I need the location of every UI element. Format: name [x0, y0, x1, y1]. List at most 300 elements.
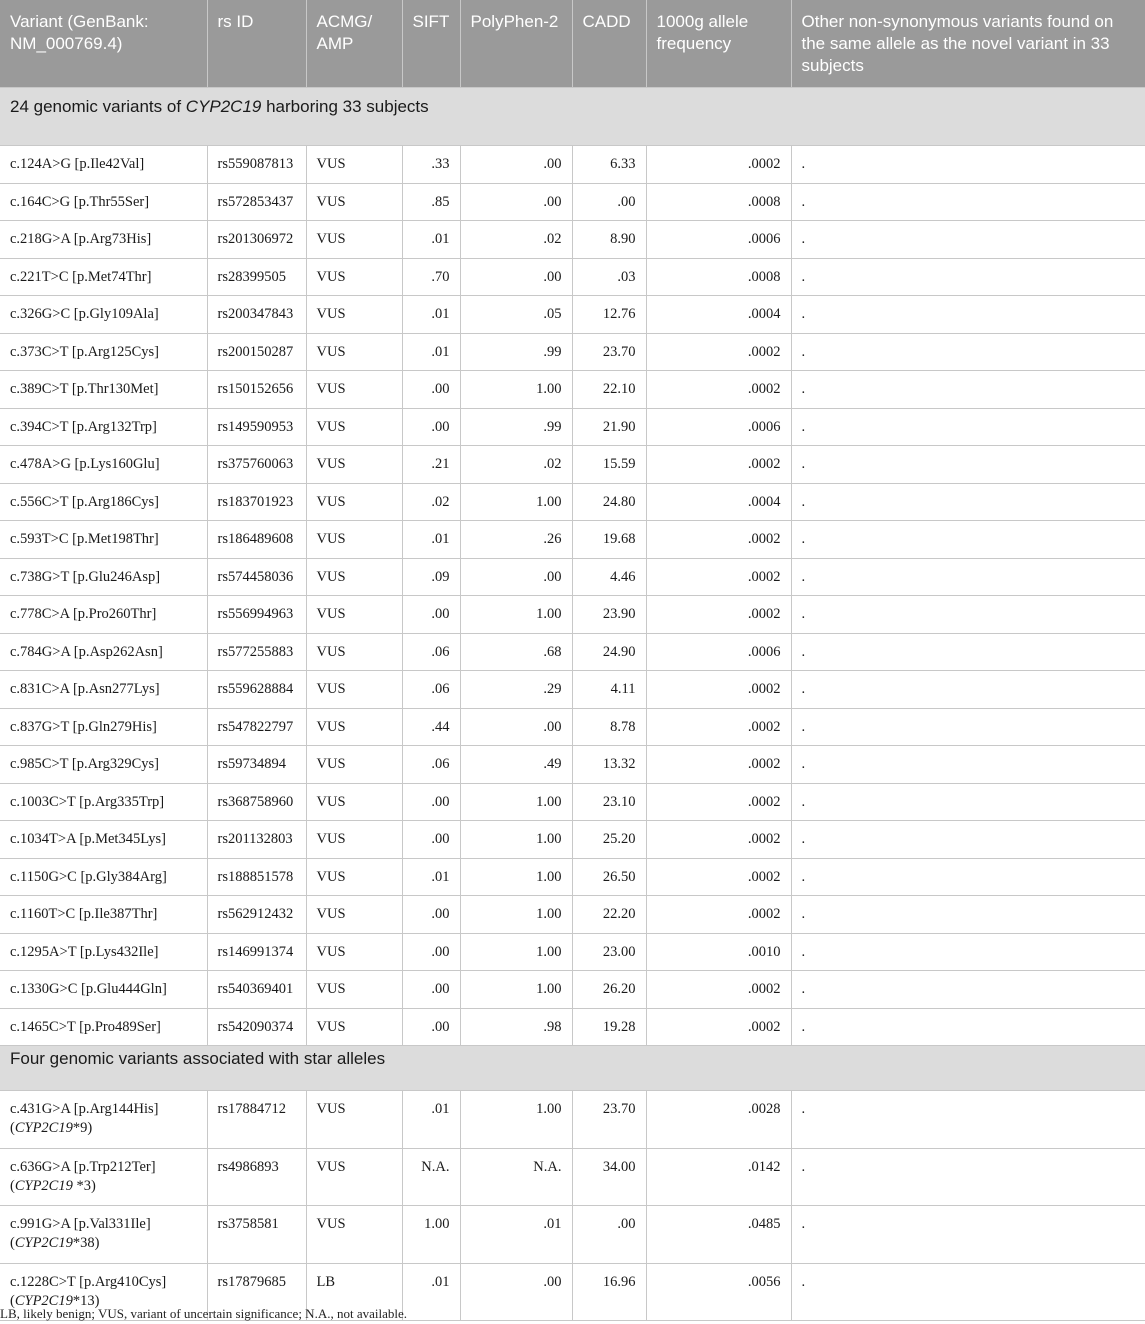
- cadd-cell: 23.90: [572, 596, 646, 634]
- allele-frequency-cell: .0008: [646, 183, 791, 221]
- variant-name: c.784G>A [p.Asp262Asn]: [10, 643, 163, 660]
- rs-id-cell: rs556994963: [207, 596, 306, 634]
- polyphen-cell: .98: [460, 1008, 572, 1046]
- allele-frequency-cell: .0002: [646, 821, 791, 859]
- acmg-cell: VUS: [306, 258, 402, 296]
- cadd-cell: 34.00: [572, 1148, 646, 1206]
- allele-frequency-cell: .0002: [646, 596, 791, 634]
- variant-name: c.164C>G [p.Thr55Ser]: [10, 193, 150, 210]
- rs-id-cell: rs200150287: [207, 333, 306, 371]
- header-other-variants: Other non-synonymous variants found on the same allele as the novel variant in 33 subjects: [791, 0, 1145, 88]
- cadd-cell: 21.90: [572, 408, 646, 446]
- rs-id-cell: rs562912432: [207, 896, 306, 934]
- allele-frequency-cell: .0002: [646, 371, 791, 409]
- variant-cell: [0, 933, 207, 971]
- sift-cell: N.A.: [402, 1148, 460, 1206]
- cadd-cell: 15.59: [572, 446, 646, 484]
- table-row: [0, 1091, 1145, 1149]
- header-sift: SIFT: [402, 0, 460, 88]
- section-title: [10, 97, 429, 116]
- allele-gene: CYP2C19: [14, 1120, 73, 1136]
- table-row: [0, 221, 1145, 259]
- polyphen-cell: .49: [460, 746, 572, 784]
- polyphen-cell: 1.00: [460, 858, 572, 896]
- variant-name: c.389C>T [p.Thr130Met]: [10, 381, 159, 397]
- rs-id-cell: rs574458036: [207, 558, 306, 596]
- polyphen-cell: .99: [460, 408, 572, 446]
- variant-cell: [0, 558, 207, 596]
- allele-gene: CYP2C19: [14, 1235, 73, 1251]
- other-variants-cell: .: [791, 1148, 1145, 1206]
- polyphen-cell: .05: [460, 296, 572, 334]
- allele-frequency-cell: .0008: [646, 258, 791, 296]
- variant-name: c.556C>T [p.Arg186Cys]: [10, 493, 160, 510]
- polyphen-cell: 1.00: [460, 1091, 572, 1149]
- allele-frequency-cell: .0056: [646, 1263, 791, 1321]
- variant-name: c.1465C>T [p.Pro489Ser]: [10, 1018, 161, 1035]
- polyphen-cell: .00: [460, 708, 572, 746]
- other-variants-cell: .: [791, 971, 1145, 1009]
- other-variants-cell: .: [791, 408, 1145, 446]
- allele-frequency-cell: .0002: [646, 896, 791, 934]
- variant-cell: [0, 1008, 207, 1046]
- allele-frequency-cell: .0010: [646, 933, 791, 971]
- acmg-cell: VUS: [306, 783, 402, 821]
- acmg-cell: VUS: [306, 333, 402, 371]
- table-row: [0, 483, 1145, 521]
- variant-name: c.1003C>T [p.Arg335Trp]: [10, 793, 165, 810]
- header-variant: Variant (GenBank: NM_000769.4): [0, 0, 207, 88]
- allele-frequency-cell: .0006: [646, 221, 791, 259]
- polyphen-cell: .02: [460, 221, 572, 259]
- rs-id-cell: rs17884712: [207, 1091, 306, 1149]
- cadd-cell: 8.90: [572, 221, 646, 259]
- sift-cell: .09: [402, 558, 460, 596]
- table-row: [0, 746, 1145, 784]
- table-row: [0, 933, 1145, 971]
- sift-cell: .33: [402, 146, 460, 184]
- variant-name: c.1228C>T [p.Arg410Cys]: [10, 1273, 167, 1290]
- section-title: Four genomic variants associated with star alleles: [0, 1046, 1145, 1091]
- acmg-cell: VUS: [306, 596, 402, 634]
- variant-cell: [0, 633, 207, 671]
- variant-cell: [0, 671, 207, 709]
- variant-name: c.218G>A [p.Arg73His]: [10, 231, 152, 247]
- sift-cell: .70: [402, 258, 460, 296]
- section-header: [0, 88, 1145, 146]
- other-variants-cell: .: [791, 183, 1145, 221]
- allele-frequency-cell: .0006: [646, 408, 791, 446]
- cadd-cell: 12.76: [572, 296, 646, 334]
- allele-frequency-cell: .0004: [646, 483, 791, 521]
- acmg-cell: VUS: [306, 558, 402, 596]
- allele-frequency-cell: .0004: [646, 296, 791, 334]
- allele-suffix: *3): [72, 1177, 96, 1194]
- other-variants-cell: .: [791, 1008, 1145, 1046]
- section-prefix: 24 genomic variants of: [10, 97, 186, 116]
- rs-id-cell: rs368758960: [207, 783, 306, 821]
- other-variants-cell: .: [791, 333, 1145, 371]
- allele-open: (: [10, 1292, 15, 1309]
- rs-id-cell: rs559628884: [207, 671, 306, 709]
- acmg-cell: LB: [306, 1263, 402, 1321]
- sift-cell: .21: [402, 446, 460, 484]
- cadd-cell: 24.80: [572, 483, 646, 521]
- allele-frequency-cell: .0142: [646, 1148, 791, 1206]
- rs-id-cell: rs559087813: [207, 146, 306, 184]
- variant-name: c.778C>A [p.Pro260Thr]: [10, 606, 157, 622]
- cadd-cell: 13.32: [572, 746, 646, 784]
- cadd-cell: .03: [572, 258, 646, 296]
- polyphen-cell: .00: [460, 558, 572, 596]
- allele-suffix: *9): [72, 1120, 93, 1136]
- polyphen-cell: .01: [460, 1206, 572, 1264]
- rs-id-cell: rs200347843: [207, 296, 306, 334]
- variant-name: c.738G>T [p.Glu246Asp]: [10, 568, 161, 585]
- table-row: [0, 821, 1145, 859]
- sift-cell: .85: [402, 183, 460, 221]
- polyphen-cell: 1.00: [460, 821, 572, 859]
- other-variants-cell: .: [791, 446, 1145, 484]
- variant-name: c.478A>G [p.Lys160Glu]: [10, 456, 160, 472]
- other-variants-cell: .: [791, 746, 1145, 784]
- other-variants-cell: .: [791, 1206, 1145, 1264]
- allele-gene: CYP2C19: [14, 1292, 73, 1309]
- variant-cell: [0, 483, 207, 521]
- cadd-cell: 22.20: [572, 896, 646, 934]
- other-variants-cell: .: [791, 258, 1145, 296]
- sift-cell: .00: [402, 971, 460, 1009]
- allele-frequency-cell: .0002: [646, 521, 791, 559]
- variant-name: c.837G>T [p.Gln279His]: [10, 718, 157, 735]
- sift-cell: .01: [402, 333, 460, 371]
- other-variants-cell: .: [791, 1263, 1145, 1321]
- allele-frequency-cell: .0485: [646, 1206, 791, 1264]
- other-variants-cell: .: [791, 1091, 1145, 1149]
- sift-cell: .01: [402, 858, 460, 896]
- table-row: [0, 258, 1145, 296]
- table-row: [0, 1206, 1145, 1264]
- table-row: [0, 1148, 1145, 1206]
- variant-name: c.1330G>C [p.Glu444Gln]: [10, 981, 167, 997]
- header-allele-frequency: 1000g allele frequency: [646, 0, 791, 88]
- variant-name: c.1160T>C [p.Ile387Thr]: [10, 906, 158, 922]
- allele-frequency-cell: .0002: [646, 783, 791, 821]
- other-variants-cell: .: [791, 521, 1145, 559]
- allele-frequency-cell: .0006: [646, 633, 791, 671]
- variant-cell: [0, 296, 207, 334]
- cadd-cell: 4.11: [572, 671, 646, 709]
- polyphen-cell: .02: [460, 446, 572, 484]
- table-row: [0, 783, 1145, 821]
- rs-id-cell: rs188851578: [207, 858, 306, 896]
- header-polyphen: PolyPhen-2: [460, 0, 572, 88]
- variant-name: c.636G>A [p.Trp212Ter]: [10, 1158, 156, 1175]
- table-row: [0, 858, 1145, 896]
- header-cadd: CADD: [572, 0, 646, 88]
- allele-frequency-cell: .0002: [646, 858, 791, 896]
- polyphen-cell: 1.00: [460, 971, 572, 1009]
- rs-id-cell: rs146991374: [207, 933, 306, 971]
- other-variants-cell: .: [791, 783, 1145, 821]
- sift-cell: .01: [402, 296, 460, 334]
- allele-frequency-cell: .0002: [646, 446, 791, 484]
- variant-name: c.1150G>C [p.Gly384Arg]: [10, 868, 167, 885]
- variant-name: c.373C>T [p.Arg125Cys]: [10, 343, 160, 360]
- variant-cell: [0, 1148, 207, 1206]
- acmg-cell: VUS: [306, 633, 402, 671]
- acmg-cell: VUS: [306, 296, 402, 334]
- section-suffix: harboring 33 subjects: [261, 97, 429, 116]
- other-variants-cell: .: [791, 858, 1145, 896]
- rs-id-cell: rs201132803: [207, 821, 306, 859]
- acmg-cell: VUS: [306, 971, 402, 1009]
- polyphen-cell: 1.00: [460, 933, 572, 971]
- rs-id-cell: rs150152656: [207, 371, 306, 409]
- cadd-cell: 24.90: [572, 633, 646, 671]
- section-gene: CYP2C19: [185, 97, 262, 116]
- cadd-cell: 16.96: [572, 1263, 646, 1321]
- table-row: [0, 596, 1145, 634]
- cadd-cell: .00: [572, 1206, 646, 1264]
- table-row: [0, 296, 1145, 334]
- allele-open: (: [10, 1235, 15, 1251]
- other-variants-cell: .: [791, 633, 1145, 671]
- variant-cell: [0, 221, 207, 259]
- rs-id-cell: rs201306972: [207, 221, 306, 259]
- polyphen-cell: .00: [460, 1263, 572, 1321]
- variant-name: c.593T>C [p.Met198Thr]: [10, 531, 159, 547]
- sift-cell: .06: [402, 671, 460, 709]
- polyphen-cell: .26: [460, 521, 572, 559]
- table-row: [0, 971, 1145, 1009]
- polyphen-cell: 1.00: [460, 783, 572, 821]
- rs-id-cell: rs17879685: [207, 1263, 306, 1321]
- acmg-cell: VUS: [306, 408, 402, 446]
- polyphen-cell: .00: [460, 146, 572, 184]
- rs-id-cell: rs3758581: [207, 1206, 306, 1264]
- acmg-cell: VUS: [306, 1206, 402, 1264]
- cadd-cell: 8.78: [572, 708, 646, 746]
- variant-cell: [0, 333, 207, 371]
- cadd-cell: 6.33: [572, 146, 646, 184]
- other-variants-cell: .: [791, 596, 1145, 634]
- rs-id-cell: rs4986893: [207, 1148, 306, 1206]
- sift-cell: .00: [402, 933, 460, 971]
- variant-name: c.831C>A [p.Asn277Lys]: [10, 681, 160, 697]
- cadd-cell: 22.10: [572, 371, 646, 409]
- sift-cell: .00: [402, 596, 460, 634]
- sift-cell: .01: [402, 221, 460, 259]
- other-variants-cell: .: [791, 933, 1145, 971]
- cadd-cell: 23.10: [572, 783, 646, 821]
- header-acmg: ACMG/ AMP: [306, 0, 402, 88]
- polyphen-cell: .68: [460, 633, 572, 671]
- acmg-cell: VUS: [306, 858, 402, 896]
- table-row: [0, 671, 1145, 709]
- acmg-cell: VUS: [306, 1091, 402, 1149]
- other-variants-cell: .: [791, 821, 1145, 859]
- cadd-cell: 19.28: [572, 1008, 646, 1046]
- polyphen-cell: N.A.: [460, 1148, 572, 1206]
- rs-id-cell: rs577255883: [207, 633, 306, 671]
- polyphen-cell: .29: [460, 671, 572, 709]
- allele-frequency-cell: .0002: [646, 558, 791, 596]
- acmg-cell: VUS: [306, 146, 402, 184]
- sift-cell: .01: [402, 1263, 460, 1321]
- sift-cell: 1.00: [402, 1206, 460, 1264]
- sift-cell: .00: [402, 783, 460, 821]
- rs-id-cell: rs542090374: [207, 1008, 306, 1046]
- sift-cell: .00: [402, 821, 460, 859]
- sift-cell: .06: [402, 746, 460, 784]
- rs-id-cell: rs186489608: [207, 521, 306, 559]
- cadd-cell: 25.20: [572, 821, 646, 859]
- allele-open: (: [10, 1177, 15, 1194]
- variant-cell: [0, 971, 207, 1009]
- allele-frequency-cell: .0002: [646, 746, 791, 784]
- variant-cell: [0, 521, 207, 559]
- allele-frequency-cell: .0002: [646, 1008, 791, 1046]
- rs-id-cell: rs547822797: [207, 708, 306, 746]
- variant-cell: [0, 408, 207, 446]
- table-footnote: LB, likely benign; VUS, variant of uncertain significance; N.A., not available.: [0, 1306, 407, 1321]
- variant-cell: [0, 258, 207, 296]
- allele-frequency-cell: .0002: [646, 708, 791, 746]
- variant-cell: [0, 858, 207, 896]
- table-row: [0, 1008, 1145, 1046]
- acmg-cell: VUS: [306, 896, 402, 934]
- sift-cell: .06: [402, 633, 460, 671]
- acmg-cell: VUS: [306, 183, 402, 221]
- variant-cell: [0, 783, 207, 821]
- table-row: [0, 446, 1145, 484]
- acmg-cell: VUS: [306, 746, 402, 784]
- variant-cell: [0, 183, 207, 221]
- other-variants-cell: .: [791, 483, 1145, 521]
- polyphen-cell: .00: [460, 183, 572, 221]
- cadd-cell: 23.00: [572, 933, 646, 971]
- acmg-cell: VUS: [306, 521, 402, 559]
- sift-cell: .00: [402, 408, 460, 446]
- table-row: [0, 521, 1145, 559]
- allele-frequency-cell: .0028: [646, 1091, 791, 1149]
- variant-cell: [0, 746, 207, 784]
- variant-cell: [0, 1206, 207, 1264]
- sift-cell: .02: [402, 483, 460, 521]
- rs-id-cell: rs540369401: [207, 971, 306, 1009]
- acmg-cell: VUS: [306, 446, 402, 484]
- table-row: [0, 333, 1145, 371]
- sift-cell: .01: [402, 1091, 460, 1149]
- sift-cell: .01: [402, 521, 460, 559]
- acmg-cell: VUS: [306, 1148, 402, 1206]
- allele-suffix: *38): [72, 1235, 100, 1251]
- variant-name: c.221T>C [p.Met74Thr]: [10, 268, 152, 285]
- allele-gene: CYP2C19: [14, 1177, 73, 1194]
- variant-cell: [0, 446, 207, 484]
- variant-name: c.1295A>T [p.Lys432Ile]: [10, 943, 159, 960]
- variant-name: c.985C>T [p.Arg329Cys]: [10, 756, 160, 772]
- table-row: [0, 408, 1145, 446]
- other-variants-cell: .: [791, 371, 1145, 409]
- rs-id-cell: rs375760063: [207, 446, 306, 484]
- other-variants-cell: .: [791, 146, 1145, 184]
- cadd-cell: 4.46: [572, 558, 646, 596]
- variant-name: c.326G>C [p.Gly109Ala]: [10, 306, 159, 322]
- polyphen-cell: 1.00: [460, 371, 572, 409]
- variant-cell: [0, 821, 207, 859]
- allele-frequency-cell: .0002: [646, 146, 791, 184]
- section-header: [0, 1046, 1145, 1091]
- header-rs-id: rs ID: [207, 0, 306, 88]
- rs-id-cell: rs572853437: [207, 183, 306, 221]
- other-variants-cell: .: [791, 221, 1145, 259]
- cadd-cell: 26.20: [572, 971, 646, 1009]
- sift-cell: .44: [402, 708, 460, 746]
- acmg-cell: VUS: [306, 371, 402, 409]
- variant-cell: [0, 371, 207, 409]
- variant-name: c.124A>G [p.Ile42Val]: [10, 156, 145, 172]
- variant-name: c.394C>T [p.Arg132Trp]: [10, 418, 157, 435]
- table-row: [0, 896, 1145, 934]
- table-row: [0, 558, 1145, 596]
- sift-cell: .00: [402, 371, 460, 409]
- table-row: [0, 633, 1145, 671]
- cadd-cell: 23.70: [572, 1091, 646, 1149]
- acmg-cell: VUS: [306, 933, 402, 971]
- acmg-cell: VUS: [306, 708, 402, 746]
- other-variants-cell: .: [791, 671, 1145, 709]
- rs-id-cell: rs149590953: [207, 408, 306, 446]
- acmg-cell: VUS: [306, 221, 402, 259]
- allele-frequency-cell: .0002: [646, 671, 791, 709]
- sift-cell: .00: [402, 896, 460, 934]
- table-row: [0, 183, 1145, 221]
- allele-frequency-cell: .0002: [646, 971, 791, 1009]
- rs-id-cell: rs28399505: [207, 258, 306, 296]
- polyphen-cell: 1.00: [460, 596, 572, 634]
- polyphen-cell: 1.00: [460, 483, 572, 521]
- cadd-cell: 23.70: [572, 333, 646, 371]
- acmg-cell: VUS: [306, 483, 402, 521]
- other-variants-cell: .: [791, 558, 1145, 596]
- cadd-cell: 19.68: [572, 521, 646, 559]
- other-variants-cell: .: [791, 296, 1145, 334]
- variant-name: c.1034T>A [p.Met345Lys]: [10, 831, 166, 847]
- allele-frequency-cell: .0002: [646, 333, 791, 371]
- acmg-cell: VUS: [306, 671, 402, 709]
- rs-id-cell: rs59734894: [207, 746, 306, 784]
- rs-id-cell: rs183701923: [207, 483, 306, 521]
- header-row: [0, 0, 1145, 88]
- cadd-cell: .00: [572, 183, 646, 221]
- table-row: [0, 146, 1145, 184]
- acmg-cell: VUS: [306, 1008, 402, 1046]
- variant-cell: [0, 896, 207, 934]
- allele-suffix: *13): [72, 1292, 100, 1309]
- sift-cell: .00: [402, 1008, 460, 1046]
- acmg-cell: VUS: [306, 821, 402, 859]
- table-row: [0, 708, 1145, 746]
- other-variants-cell: .: [791, 896, 1145, 934]
- variant-cell: [0, 708, 207, 746]
- variant-name: c.431G>A [p.Arg144His]: [10, 1101, 159, 1117]
- variant-cell: [0, 146, 207, 184]
- other-variants-cell: .: [791, 708, 1145, 746]
- allele-open: (: [10, 1120, 15, 1136]
- variant-cell: [0, 1091, 207, 1149]
